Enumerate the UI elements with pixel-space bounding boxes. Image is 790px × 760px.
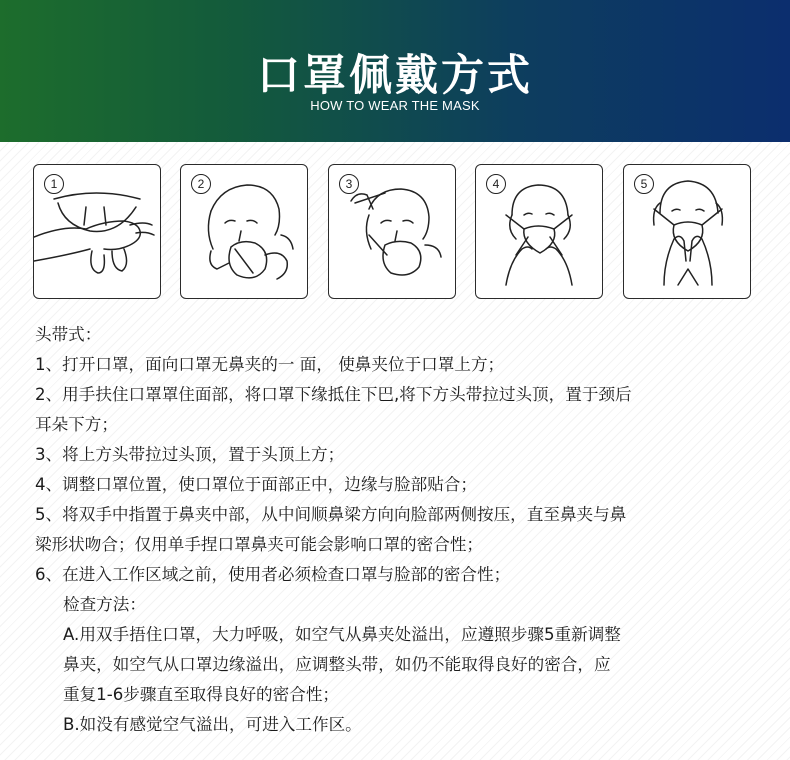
step-card-5 bbox=[623, 164, 751, 299]
step-illustrations bbox=[33, 164, 753, 302]
instruction-line: 耳朵下方； bbox=[35, 415, 118, 434]
instruction-line: 2、用手扶住口罩罩住面部，将口罩下缘抵住下巴,将下方头带拉过头顶，置于颈后 bbox=[35, 385, 632, 404]
step-number-badge: 3 bbox=[339, 174, 359, 194]
step-number-badge: 5 bbox=[634, 174, 654, 194]
step-number-badge: 2 bbox=[191, 174, 211, 194]
instruction-line: 梁形状吻合；仅用单手捏口罩鼻夹可能会影响口罩的密合性； bbox=[35, 535, 484, 554]
check-method-line: 鼻夹，如空气从口罩边缘溢出，应调整头带，如仍不能取得良好的密合，应 bbox=[63, 655, 611, 674]
page-header bbox=[0, 0, 790, 142]
instruction-line: 4、调整口罩位置，使口罩位于面部正中，边缘与脸部贴合； bbox=[35, 475, 477, 494]
instructions-heading: 头带式： bbox=[35, 325, 102, 344]
instruction-line: 5、将双手中指置于鼻夹中部，从中间顺鼻梁方向向脸部两侧按压，直至鼻夹与鼻 bbox=[35, 505, 627, 524]
instruction-line: 3、将上方头带拉过头顶，置于头顶上方； bbox=[35, 445, 345, 464]
step-card-3 bbox=[328, 164, 456, 299]
step-number-badge: 4 bbox=[486, 174, 506, 194]
step-card-2 bbox=[180, 164, 308, 299]
instruction-line: 6、在进入工作区域之前，使用者必须检查口罩与脸部的密合性； bbox=[35, 565, 511, 584]
step-card-1 bbox=[33, 164, 161, 299]
step-number-badge: 1 bbox=[44, 174, 64, 194]
check-method-line: B.如没有感觉空气溢出，可进入工作区。 bbox=[63, 715, 362, 734]
check-method-heading: 检查方法： bbox=[63, 595, 146, 614]
step-card-4 bbox=[475, 164, 603, 299]
check-method-line: A.用双手捂住口罩，大力呼吸，如空气从鼻夹处溢出，应遵照步骤5重新调整 bbox=[63, 625, 621, 644]
page-title: 口罩佩戴方式 bbox=[257, 51, 533, 101]
instruction-line: 1、打开口罩，面向口罩无鼻夹的一 面， 使鼻夹位于口罩上方； bbox=[35, 355, 505, 374]
instructions-text bbox=[35, 320, 760, 740]
page-subtitle: HOW TO WEAR THE MASK bbox=[310, 98, 480, 113]
check-method-line: 重复1-6步骤直至取得良好的密合性； bbox=[63, 685, 340, 704]
